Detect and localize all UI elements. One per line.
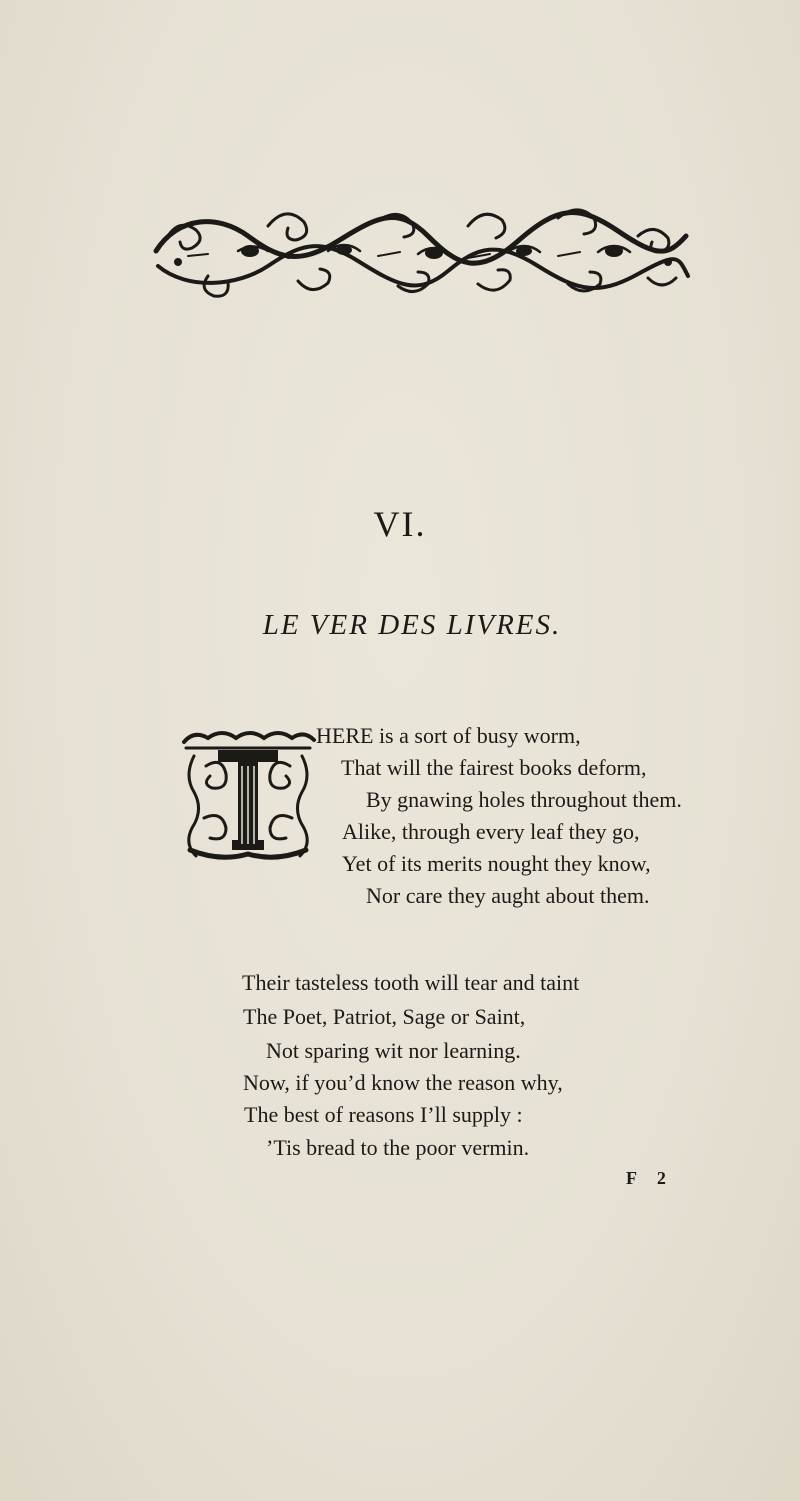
ornamental-initial-t-icon bbox=[180, 726, 316, 864]
poem-line: Not sparing wit nor learning. bbox=[266, 1038, 521, 1063]
poem-line: Now, if you’d know the reason why, bbox=[243, 1070, 563, 1095]
poem-line: That will the fairest books deform, bbox=[341, 755, 647, 780]
poem-line: ’Tis bread to the poor vermin. bbox=[266, 1135, 530, 1160]
folio-signature: F 2 bbox=[626, 1168, 674, 1188]
poem-line: Their tasteless tooth will tear and taint bbox=[242, 970, 580, 995]
chapter-number: VI. bbox=[373, 504, 427, 544]
poem-line: The Poet, Patriot, Sage or Saint, bbox=[243, 1004, 526, 1029]
poem-line: The best of reasons I’ll supply : bbox=[244, 1102, 523, 1127]
poem-line: Yet of its merits nought they know, bbox=[342, 851, 651, 876]
poem-line: By gnawing holes throughout them. bbox=[366, 787, 682, 812]
poem-line: Alike, through every leaf they go, bbox=[342, 819, 640, 844]
poem-line: HERE is a sort of busy worm, bbox=[316, 723, 581, 748]
scroll-foliage-headpiece-icon bbox=[148, 196, 693, 304]
chapter-title: LE VER DES LIVRES. bbox=[262, 609, 562, 641]
poem-line: Nor care they aught about them. bbox=[366, 883, 650, 908]
